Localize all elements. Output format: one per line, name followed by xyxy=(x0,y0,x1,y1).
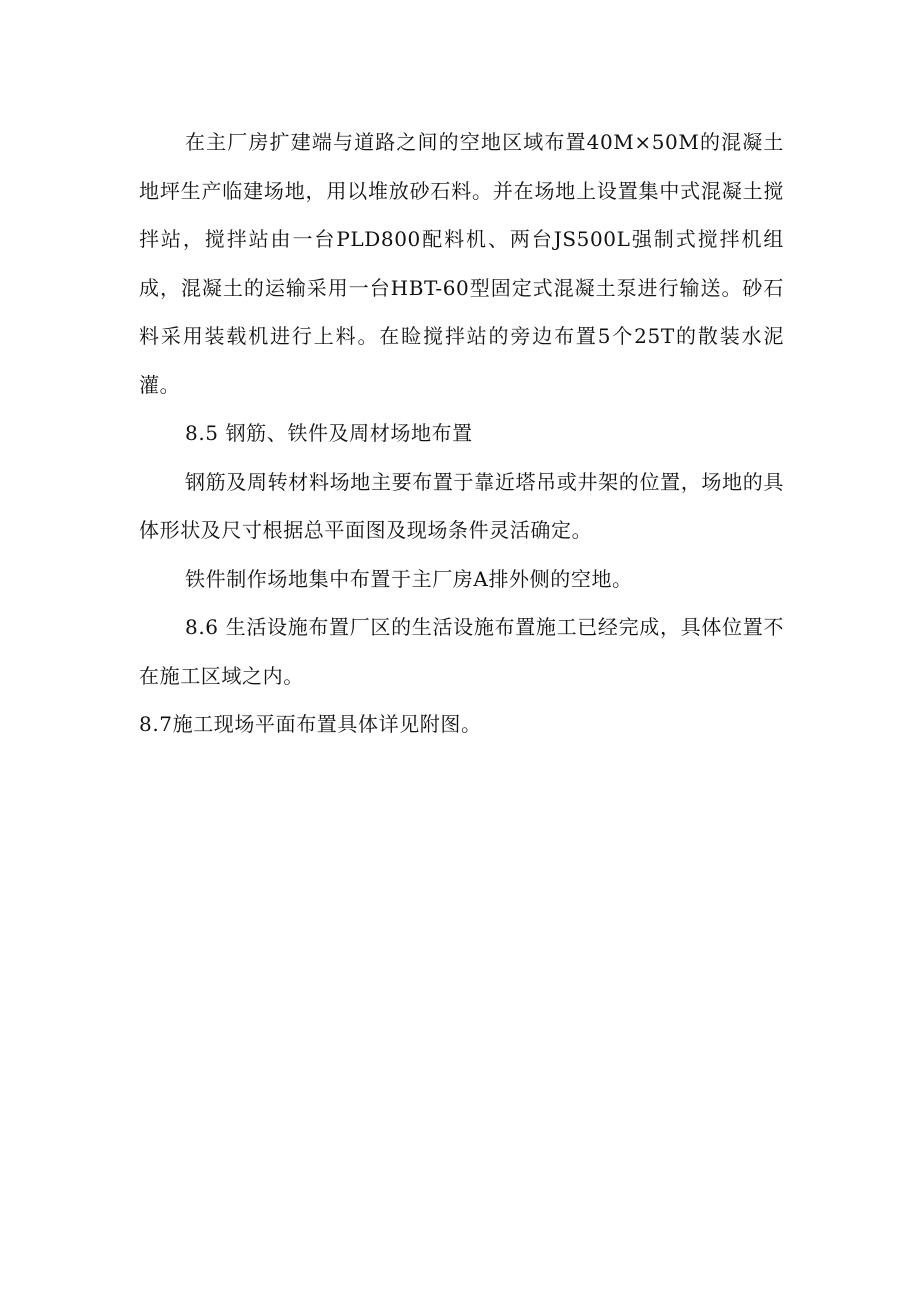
paragraph-iron-parts-yard: 铁件制作场地集中布置于主厂房A排外侧的空地。 xyxy=(185,566,633,591)
document-body xyxy=(139,118,784,749)
paragraph-section-8-7: 8.7施工现场平面布置具体详见附图。 xyxy=(139,712,482,736)
paragraph-concrete-yard: 在主厂房扩建端与道路之间的空地区域布置40M×50M的混凝土地坪生产临建场地，用以堆放砂石料。并在场地上设置集中式混凝土搅拌站，搅拌站由一台PLD800配料机、两台JS500L强制式搅拌机组成，混凝土的运输采用一台HBT-60型固定式混凝土泵进行输送。砂石料采用装载机进行上料。在睑搅拌站的旁边布置5个25T的散装水泥灌。 xyxy=(139,130,784,397)
section-heading-8-5: 8.5 钢筋、铁件及周材场地布置 xyxy=(185,421,473,445)
paragraph-section-8-6: 8.6 生活设施布置厂区的生活设施布置施工已经完成，具体位置不在施工区域之内。 xyxy=(139,615,784,688)
paragraph-rebar-yard: 钢筋及周转材料场地主要布置于靠近塔吊或井架的位置，场地的具体形状及尺寸根据总平面图及现场条件灵活确定。 xyxy=(139,469,784,542)
